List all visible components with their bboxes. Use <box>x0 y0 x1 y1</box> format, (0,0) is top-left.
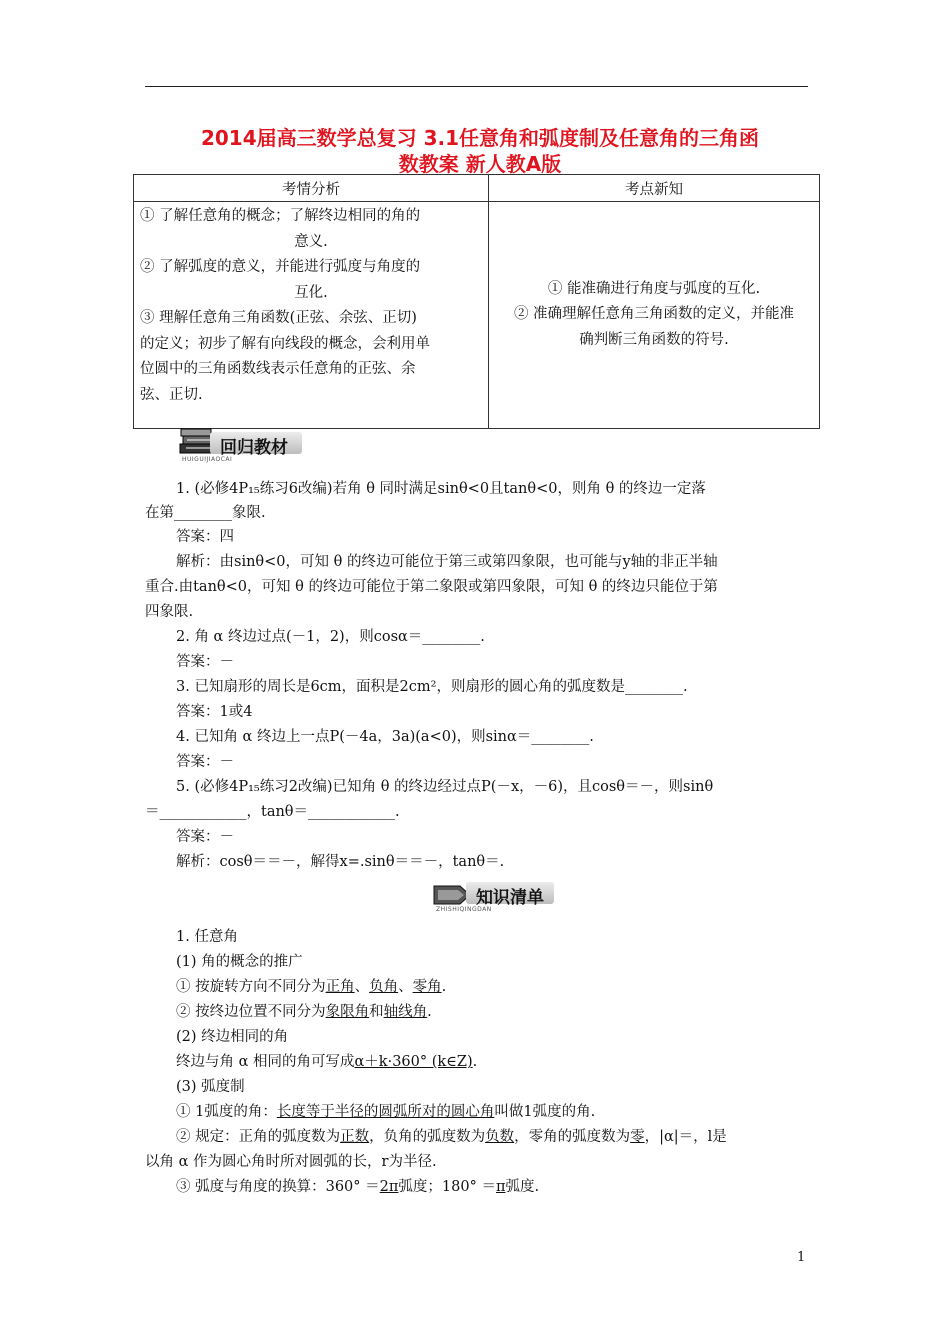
page-number: 1 <box>797 1250 806 1265</box>
q4-line: 4. 已知角 α 终边上一点P(－4a，3a)(a<0)，则sinα＝________. <box>176 729 594 745</box>
analysis-line: 意义. <box>294 233 328 250</box>
k-line-coterminal: 终边与角 α 相同的角可写成α＋k·360° (k∈Z). <box>176 1054 478 1070</box>
section-banner-review <box>178 426 308 462</box>
q5-analysis: 解析：cosθ＝＝－，解得x=.sinθ＝＝－，tanθ＝. <box>176 854 505 870</box>
new-knowledge-cell <box>489 202 820 429</box>
q5-answer: 答案：－ <box>176 829 234 845</box>
q3-answer: 答案：1或4 <box>176 704 253 720</box>
q1-line-2: 在第________象限. <box>145 505 266 521</box>
k-line-radian: ① 1弧度的角：长度等于半径的圆弧所对的圆心角叫做1弧度的角. <box>176 1104 596 1120</box>
title-line-2: 数教案 新人教A版 <box>398 152 562 176</box>
analysis-line: ③ 理解任意角三角函数(正弦、余弦、正切) <box>140 310 417 326</box>
k-line-rule: ② 规定：正角的弧度数为正数，负角的弧度数为负数，零角的弧度数为零，|α|＝，l是 <box>176 1129 727 1145</box>
banner-subtitle: ZHISHIQINGDAN <box>436 906 492 913</box>
knowledge-line: ① 能准确进行角度与弧度的互化. <box>547 280 761 297</box>
top-rule <box>145 86 808 87</box>
table-header-analysis: 考情分析 <box>134 175 489 202</box>
analysis-line: 的定义；初步了解有向线段的概念，会利用单 <box>140 335 430 352</box>
q5-line-1: 5. (必修4P₁₅练习2改编)已知角 θ 的终边经过点P(－x，－6)，且cosθ＝－，则sinθ <box>176 779 714 795</box>
objectives-table <box>133 174 820 429</box>
document-title <box>140 125 820 177</box>
q1-analysis-2: 重合.由tanθ<0，可知 θ 的终边可能位于第二象限或第四象限，可知 θ 的终边只能位于第 <box>145 579 718 595</box>
analysis-line: ② 了解弧度的意义，并能进行弧度与角度的 <box>140 259 421 275</box>
k-heading-1: 1. 任意角 <box>176 929 238 945</box>
banner-subtitle: HUIGUIJIAOCAI <box>182 456 233 463</box>
knowledge-line: ② 准确理解任意角三角函数的定义，并能准 <box>513 306 795 323</box>
analysis-cell <box>134 202 489 429</box>
q3-line: 3. 已知扇形的周长是6cm，面积是2cm²，则扇形的圆心角的弧度数是________. <box>176 679 688 695</box>
q2-line: 2. 角 α 终边过点(－1，2)，则cosα＝________. <box>176 629 485 645</box>
title-line-1: 2014届高三数学总复习 3.1任意角和弧度制及任意角的三角函 <box>200 126 760 150</box>
q1-analysis-1: 解析：由sinθ<0，可知 θ 的终边可能位于第三或第四象限，也可能与y轴的非正半轴 <box>176 554 718 570</box>
q5-line-2: ＝____________，tanθ＝____________. <box>145 804 400 820</box>
k-subheading-3: (3) 弧度制 <box>176 1079 245 1095</box>
banner-title: 回归教材 <box>220 438 288 458</box>
banner-title: 知识清单 <box>476 888 544 908</box>
table-header-new-knowledge: 考点新知 <box>489 175 820 202</box>
q1-analysis-3: 四象限. <box>145 604 194 620</box>
q4-answer: 答案：－ <box>176 754 234 770</box>
k-subheading-2: (2) 终边相同的角 <box>176 1029 289 1045</box>
analysis-line: 弦、正切. <box>140 386 203 403</box>
analysis-line: 位圆中的三角函数线表示任意角的正弦、余 <box>140 361 416 377</box>
knowledge-line: 确判断三角函数的符号. <box>579 331 729 348</box>
section-banner-knowledge <box>432 878 562 914</box>
analysis-line: ① 了解任意角的概念；了解终边相同的角的 <box>140 208 421 224</box>
k-subheading-1: (1) 角的概念的推广 <box>176 954 303 970</box>
analysis-line: 互化. <box>294 284 328 301</box>
k-line-conversion: ③ 弧度与角度的换算：360° ＝2π弧度；180° ＝π弧度. <box>176 1179 540 1195</box>
q2-answer: 答案：－ <box>176 654 234 670</box>
q1-line-1: 1. (必修4P₁₅练习6改编)若角 θ 同时满足sinθ<0且tanθ<0，则角 θ 的终边一定落 <box>176 481 706 497</box>
k-line-rule-cont: 以角 α 作为圆心角时所对圆弧的长，r为半径. <box>145 1154 437 1170</box>
k-line-rotation: ① 按旋转方向不同分为正角、负角、零角. <box>176 979 447 995</box>
q1-answer: 答案：四 <box>176 529 234 545</box>
k-line-terminal: ② 按终边位置不同分为象限角和轴线角. <box>176 1004 432 1020</box>
